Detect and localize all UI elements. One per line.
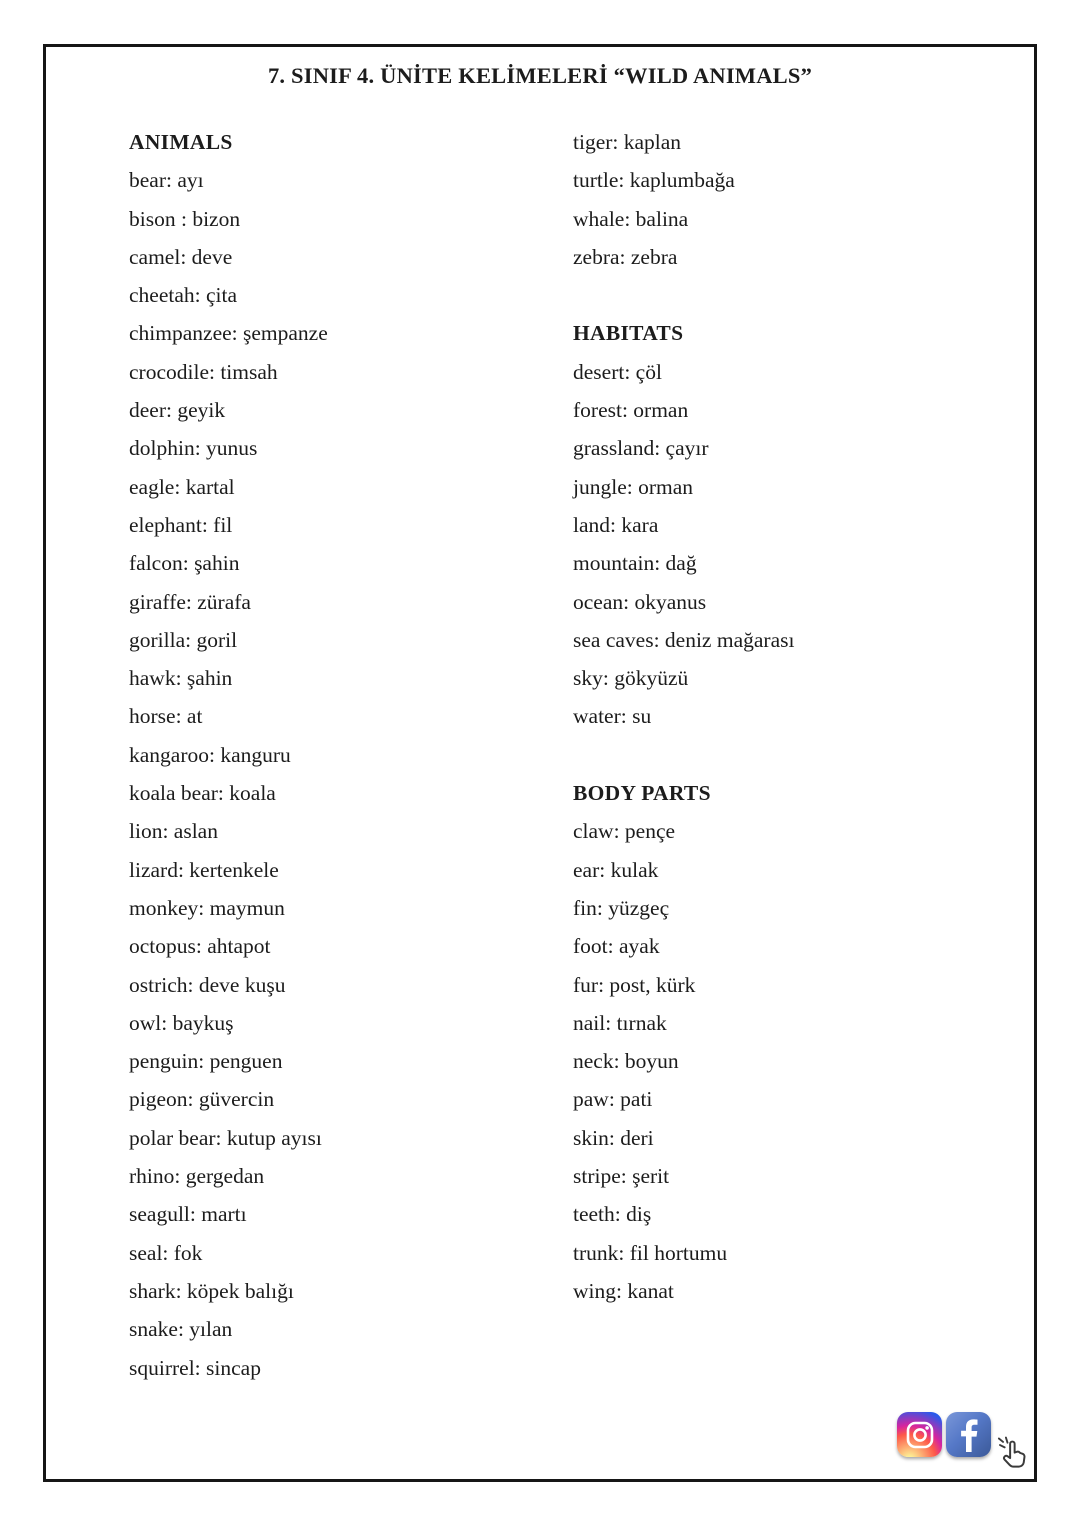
page-title: 7. SINIF 4. ÜNİTE KELİMELERİ “WILD ANIMALS” (267, 63, 813, 88)
vocab-entry: lion: aslan (129, 819, 218, 844)
vocab-entry: cheetah: çita (129, 283, 238, 308)
vocab-entry: ocean: okyanus (573, 589, 707, 614)
page-border-frame (43, 44, 1037, 1482)
vocab-entry: polar bear: kutup ayısı (129, 1125, 322, 1150)
vocab-entry: grassland: çayır (573, 436, 709, 461)
vocab-entry: forest: orman (573, 398, 689, 423)
vocab-entry: fur: post, kürk (573, 972, 696, 997)
vocab-entry: neck: boyun (573, 1049, 679, 1074)
vocab-entry: ear: kulak (573, 857, 659, 882)
vocab-entry: land: kara (573, 512, 659, 537)
vocab-entry: shark: köpek balığı (129, 1278, 294, 1303)
left-column (129, 123, 328, 1387)
vocab-entry: koala bear: koala (129, 781, 276, 806)
vocab-entry: penguin: penguen (129, 1049, 283, 1074)
vocab-entry: water: su (573, 704, 652, 729)
vocab-entry: eagle: kartal (129, 474, 235, 499)
section-heading: ANIMALS (129, 130, 233, 154)
vocab-entry: zebra: zebra (573, 244, 678, 269)
vocab-entry: snake: yılan (129, 1317, 233, 1342)
vocab-entry: claw: pençe (573, 819, 676, 844)
vocab-entry: mountain: dağ (573, 551, 697, 576)
right-column (573, 123, 794, 1310)
blank-line (573, 276, 794, 314)
vocab-entry: trunk: fil hortumu (573, 1240, 728, 1265)
vocab-entry: seagull: martı (129, 1202, 247, 1227)
vocab-entry: falcon: şahin (129, 551, 240, 576)
vocab-entry: squirrel: sincap (129, 1355, 261, 1380)
vocab-entry: fin: yüzgeç (573, 895, 670, 920)
vocab-entry: skin: deri (573, 1125, 654, 1150)
section-heading: BODY PARTS (573, 781, 711, 806)
vocab-entry: paw: pati (573, 1087, 653, 1112)
social-icons (897, 1412, 1027, 1477)
facebook-icon[interactable] (946, 1412, 991, 1457)
vocab-entry: ostrich: deve kuşu (129, 972, 286, 997)
vocab-entry: foot: ayak (573, 934, 660, 959)
vocab-entry: chimpanzee: şempanze (129, 321, 328, 346)
vocab-entry: owl: baykuş (129, 1010, 234, 1035)
vocab-entry: whale: balina (573, 206, 689, 231)
click-hand-icon (997, 1434, 1027, 1477)
vocab-entry: octopus: ahtapot (129, 934, 271, 959)
vocab-entry: seal: fok (129, 1240, 203, 1265)
section-heading: HABITATS (573, 321, 684, 346)
vocab-entry: elephant: fil (129, 512, 233, 537)
vocab-entry: turtle: kaplumbağa (573, 168, 735, 193)
vocab-entry: nail: tırnak (573, 1010, 667, 1035)
vocab-entry: tiger: kaplan (573, 130, 682, 154)
vocab-entry: hawk: şahin (129, 666, 233, 691)
vocab-entry: dolphin: yunus (129, 436, 258, 461)
vocab-entry: pigeon: güvercin (129, 1087, 275, 1112)
vocab-entry: bison : bizon (129, 206, 241, 231)
vocab-entry: deer: geyik (129, 398, 226, 423)
blank-line (573, 736, 794, 774)
vocab-entry: wing: kanat (573, 1278, 674, 1303)
vocab-entry: bear: ayı (129, 168, 204, 193)
vocab-entry: giraffe: zürafa (129, 589, 251, 614)
vocab-entry: jungle: orman (573, 474, 694, 499)
vocab-entry: stripe: şerit (573, 1164, 670, 1189)
vocab-entry: crocodile: timsah (129, 359, 278, 384)
vocab-entry: sea caves: deniz mağarası (573, 627, 795, 652)
vocab-entry: desert: çöl (573, 359, 662, 384)
vocab-entry: sky: gökyüzü (573, 666, 689, 691)
vocab-entry: gorilla: goril (129, 627, 238, 652)
vocab-entry: lizard: kertenkele (129, 857, 279, 882)
vocab-entry: horse: at (129, 704, 203, 729)
vocab-entry: camel: deve (129, 244, 233, 269)
instagram-icon[interactable] (897, 1412, 942, 1457)
vocab-entry: rhino: gergedan (129, 1164, 265, 1189)
vocab-entry: monkey: maymun (129, 895, 285, 920)
vocab-entry: kangaroo: kanguru (129, 742, 291, 767)
vocab-entry: teeth: diş (573, 1202, 652, 1227)
